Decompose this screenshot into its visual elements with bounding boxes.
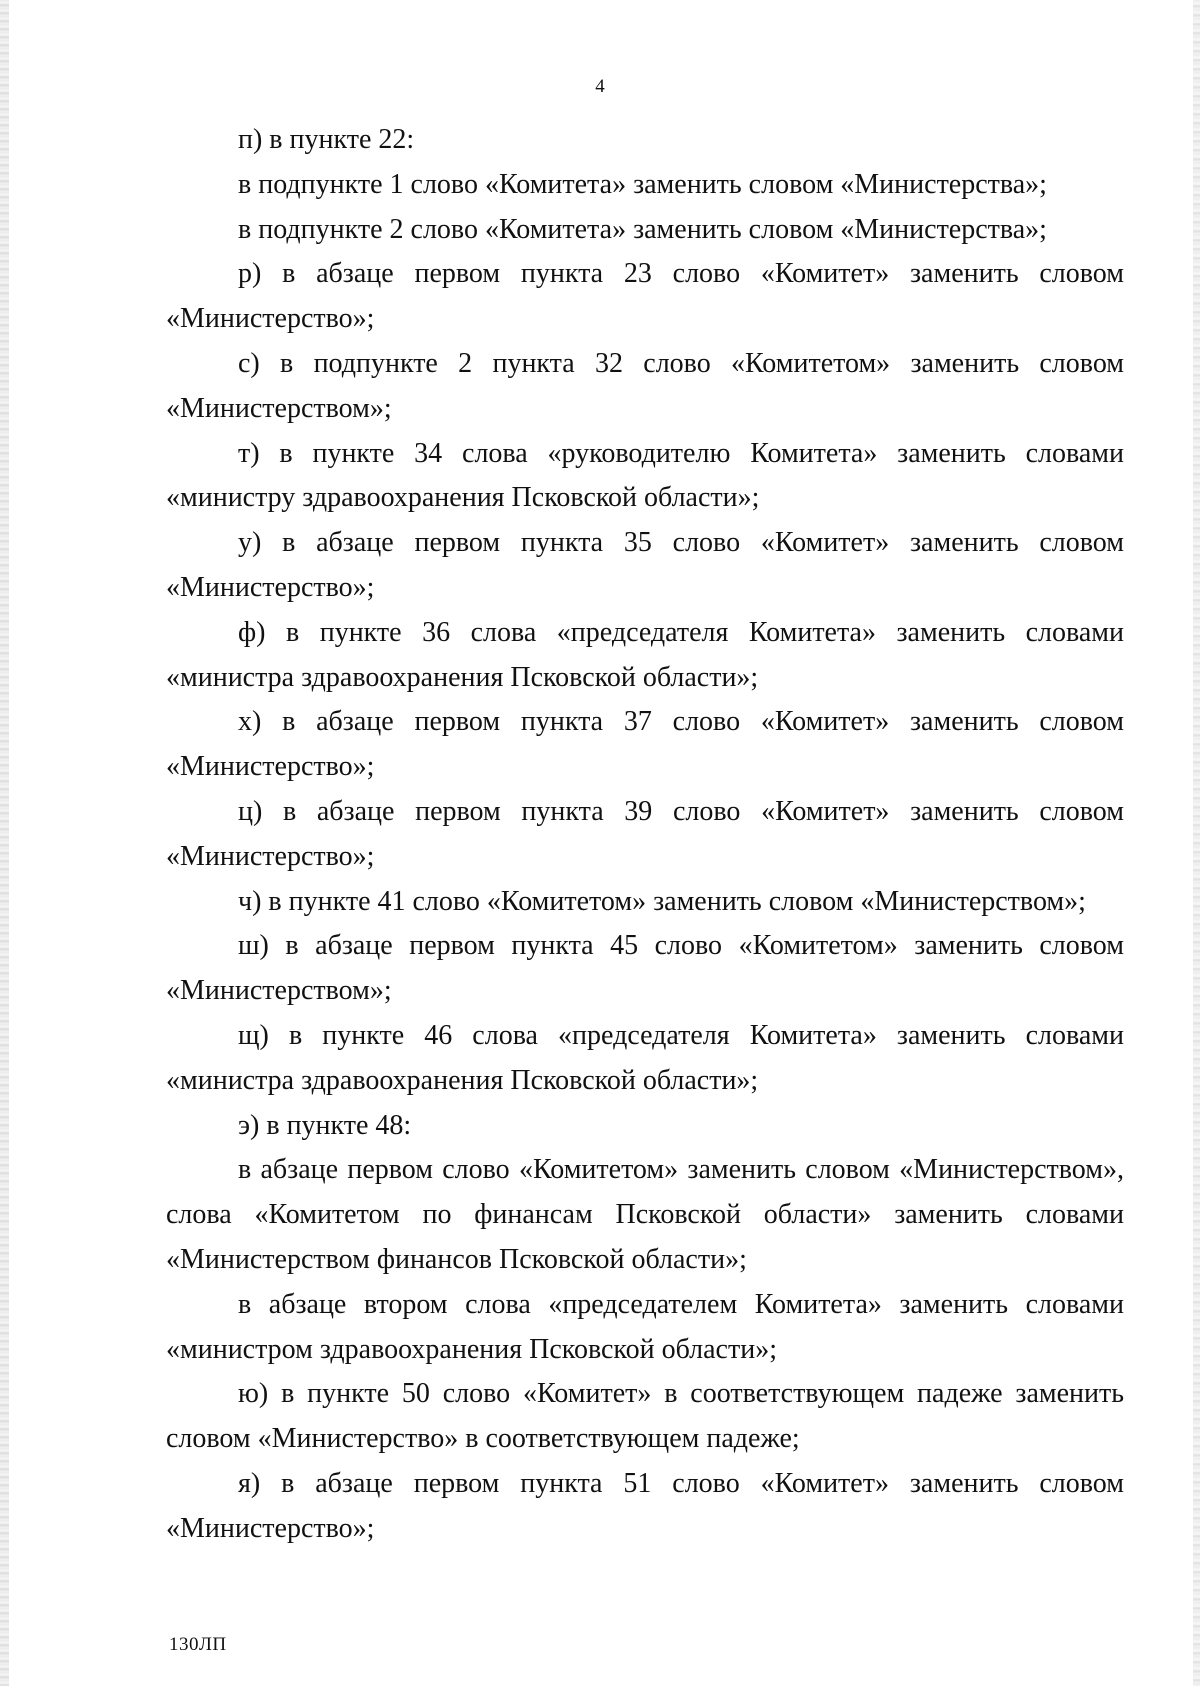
paragraph-e-first-abzats: в абзаце первом слово «Комитетом» заменить словом «Министерством», слова «Комитетом по финансам Псковской области» заменить словами «Министерством финансов Псковской области»;	[166, 1154, 1124, 1275]
paragraph-r: р) в абзаце первом пункта 23 слово «Комитет» заменить словом «Министерство»;	[166, 258, 1124, 335]
paragraph-e: э) в пункте 48:	[238, 1109, 412, 1141]
paragraph-ch: ч) в пункте 41 слово «Комитетом» заменить словом «Министерством»;	[238, 885, 1086, 917]
paragraph-p: п) в пункте 22:	[238, 124, 415, 155]
paragraph-u: у) в абзаце первом пункта 35 слово «Комитет» заменить словом «Министерство»;	[166, 527, 1124, 603]
paragraph-ts: ц) в абзаце первом пункта 39 слово «Комитет» заменить словом «Министерство»;	[166, 795, 1124, 872]
paragraph-yu: ю) в пункте 50 слово «Комитет» в соответствующем падеже заменить словом «Министерство» в соответствующем падеже;	[166, 1378, 1124, 1455]
paragraph-e-second-abzats: в абзаце втором слова «председателем Комитета» заменить словами «министром здравоохранения Псковской области»;	[166, 1288, 1124, 1365]
paragraph-p-subitem-2: в подпункте 2 слово «Комитета» заменить словом «Министерства»;	[238, 213, 1047, 245]
paragraph-ya: я) в абзаце первом пункта 51 слово «Комитет» заменить словом «Министерство»;	[166, 1467, 1124, 1544]
scan-edge-right	[1193, 0, 1200, 1686]
paragraph-f: ф) в пункте 36 слова «председателя Комитета» заменить словами «министра здравоохранения Псковской области»;	[166, 616, 1124, 693]
paragraph-p-subitem-1: в подпункте 1 слово «Комитета» заменить словом «Министерства»;	[238, 168, 1047, 200]
scan-edge-left	[0, 0, 9, 1686]
paragraph-sh: ш) в абзаце первом пункта 45 слово «Комитетом» заменить словом «Министерством»;	[166, 930, 1124, 1007]
paragraph-shch: щ) в пункте 46 слова «председателя Комитета» заменить словами «министра здравоохранения Псковской области»;	[166, 1019, 1124, 1096]
paragraph-s: с) в подпункте 2 пункта 32 слово «Комитетом» заменить словом «Министерством»;	[166, 347, 1124, 424]
page-number: 4	[595, 76, 605, 97]
document-code: 130ЛП	[169, 1634, 227, 1655]
document-body	[166, 118, 1124, 1552]
paragraph-kh: х) в абзаце первом пункта 37 слово «Комитет» заменить словом «Министерство»;	[166, 706, 1124, 783]
paragraph-t: т) в пункте 34 слова «руководителю Комитета» заменить словами «министру здравоохранения Псковской области»;	[166, 437, 1124, 514]
